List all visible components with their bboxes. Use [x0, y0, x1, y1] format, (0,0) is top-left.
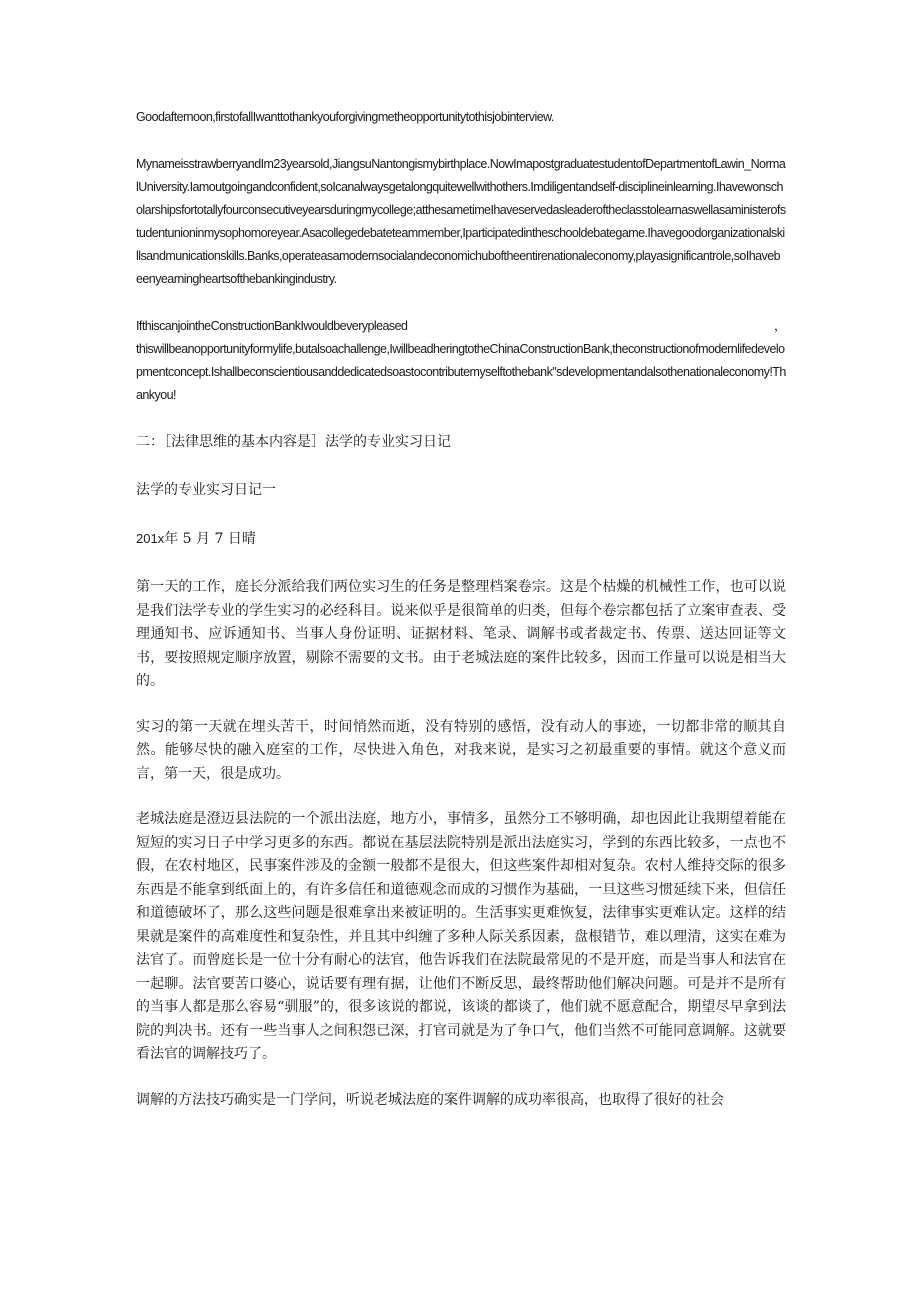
diary-paragraph: 第一天的工作，庭长分派给我们两位实习生的任务是整理档案卷宗。这是个枯燥的机械性工作，也可以说是我们法学专业的学生实习的必经科目。说来似乎是很简单的归类，但每个卷宗都包括了立案审查表、受理通知书、应诉通知书、当事人身份证明、证据材料、笔录、调解书或者裁定书、传票、送达回证等文书，要按照规定顺序放置，剔除不需要的文书。由于老城法庭的案件比较多，因而工作量可以说是相当大的。: [136, 579, 786, 689]
letter-closing: [136, 315, 786, 407]
letter-closing-rest: thiswillbeanopportunityformylife,butalsoachallenge,IwillbeadheringtotheChinaConstructionBank,theconstructionofmodernlifedevelopmentconcept.Ishallbeconscientiousanddedicatedsoastocontributemyselftothebank"sdevelopmentandalsothenationaleconomy!Thankyou!: [136, 342, 786, 402]
diary-date: [136, 527, 786, 551]
diary-date-rest: 年 5 月 7 日晴: [164, 531, 256, 547]
diary-date-year: 201x: [136, 531, 165, 546]
letter-closing-comma: ，: [774, 319, 786, 333]
diary-paragraph: 实习的第一天就在埋头苦干，时间悄然而逝，没有特别的感悟，没有动人的事迹，一切都非常的顺其自然。能够尽快的融入庭室的工作，尽快进入角色，对我来说，是实习之初最重要的事情。就这个意义而言，第一天，很是成功。: [136, 718, 786, 782]
letter-closing-first-line: [136, 315, 786, 338]
diary-paragraph: 调解的方法技巧确实是一门学问，听说老城法庭的案件调解的成功率很高，也取得了很好的社会: [136, 1091, 724, 1108]
letter-intro: MynameisstrawberryandIm23yearsold,JiangsuNantongismybirthplace.NowImapostgraduatestudentofDepartmentofLawin_NormalUniversity.Iamoutgoingandconfident,soIcanalwaysgetalongquitewellwithothers.Imdiligentandself-disciplineinlearning.Ihavewonscholarshipsfortotallyfourconsecutiveyearsduringmycollege;atthesametimeIhaveservedasleaderoftheclasstolearnaswellasaministerofstudentunioninmysophomoreyear.Asacollegedebateteammember,Iparticipatedintheschooldebategame.Ihavegoodorganizationalskillsandmunicationskills.Banks,operateasamodernsocialandeconomichuboftheentirenationaleconomy,playasignificantrole,soIhavebeenyearningheartsofthebankingindustry.: [136, 157, 786, 286]
section-heading: 二：［法律思维的基本内容是］法学的专业实习日记: [136, 434, 451, 450]
document-page: [136, 106, 786, 1134]
letter-greeting: Goodafternoon,firstofallIwanttothankyouforgivingmetheopportunitytothisjobinterview.: [136, 110, 554, 124]
diary-title: 法学的专业实习日记一: [136, 482, 276, 498]
diary-paragraph: 老城法庭是澄迈县法院的一个派出法庭，地方小，事情多，虽然分工不够明确，却也因此让我期望着能在短短的实习日子中学习更多的东西。都说在基层法院特别是派出法庭实习，学到的东西比较多，一点也不假，在农村地区，民事案件涉及的金额一般都不是很大，但这些案件却相对复杂。农村人维持交际的很多东西是不能拿到纸面上的，有许多信任和道德观念而成的习惯作为基础，一旦这些习惯延续下来，但信任和道德破坏了，那么这些问题是很难拿出来被证明的。生活事实更难恢复，法律事实更难认定。这样的结果就是案件的高难度性和复杂性，并且其中纠缠了多种人际关系因素，盘根错节，难以理清，这实在难为法官了。而曾庭长是一位十分有耐心的法官，他告诉我们在法院最常见的不是开庭，而是当事人和法官在一起聊。法官要苦口婆心，说话要有理有据，让他们不断反思，最终帮助他们解决问题。可是并不是所有的当事人都是那么容易“驯服”的，很多该说的都说，该谈的都谈了，他们就不愿意配合，期望尽早拿到法院的判决书。还有一些当事人之间积怨已深，打官司就是为了争口气，他们当然不可能同意调解。这就要看法官的调解技巧了。: [136, 811, 786, 1062]
letter-closing-start: IfthiscanjointheConstructionBankIwouldbeverypleased: [136, 319, 408, 333]
